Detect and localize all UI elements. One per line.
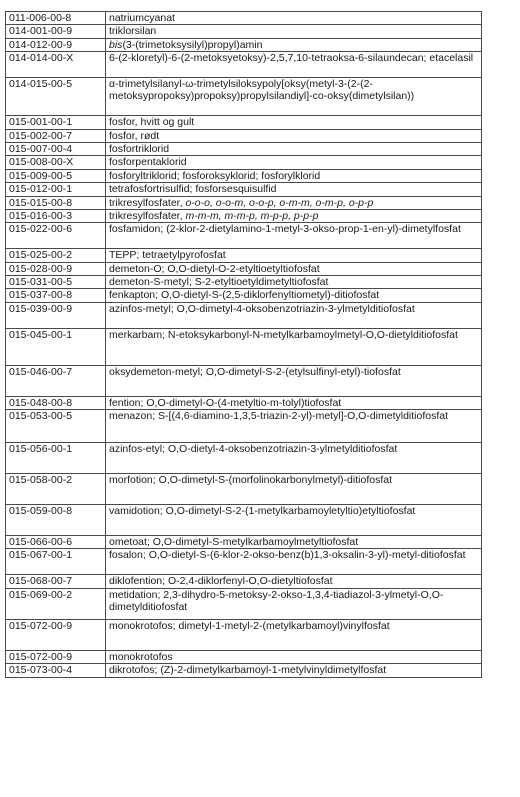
substance-name-rest: (3-(trimetoksysilyl)propyl)amin	[122, 38, 263, 51]
substance-name: TEPP; tetraetylpyrofosfat	[106, 249, 482, 262]
substance-name-plain: trikresylfosfater,	[109, 196, 186, 209]
substance-name: vamidotion; O,O-dimetyl-S-2-(1-metylkarbamoyletyltio)etyltiofosfat	[106, 505, 482, 536]
index-number: 015-045-00-1	[6, 328, 106, 365]
substance-name: metidation; 2,3-dihydro-5-metoksy-2-okso-1,3,4-tiadiazol-3-ylmetyl-O,O-dimetylditiofosfat	[106, 588, 482, 619]
index-number: 015-046-00-7	[6, 365, 106, 396]
index-number: 015-025-00-2	[6, 249, 106, 262]
substance-name	[106, 210, 482, 223]
table-row	[6, 443, 482, 474]
substance-name-italic: bis	[109, 38, 123, 51]
substance-name: tetrafosfortrisulfid; fosforsesquisulfid	[106, 183, 482, 196]
table-row	[6, 276, 482, 289]
index-number: 015-022-00-6	[6, 223, 106, 249]
index-number: 015-073-00-4	[6, 664, 106, 677]
substance-name: demeton-S-metyl; S-2-etyltioetyldimetyltiofosfat	[106, 276, 482, 289]
substance-name: merkarbam; N-etoksykarbonyl-N-metylkarbamoylmetyl-O,O-dietylditiofosfat	[106, 328, 482, 365]
substance-name: ometoat; O,O-dimetyl-S-metylkarbamoylmetyltiofosfat	[106, 536, 482, 549]
index-number: 015-066-00-6	[6, 536, 106, 549]
index-number: 015-048-00-8	[6, 396, 106, 409]
substance-name: fosforpentaklorid	[106, 156, 482, 169]
index-number: 014-014-00-X	[6, 52, 106, 78]
table-row	[6, 78, 482, 116]
table-row	[6, 302, 482, 328]
index-number: 014-001-00-9	[6, 25, 106, 38]
index-number: 015-069-00-2	[6, 588, 106, 619]
table-row	[6, 183, 482, 196]
index-number: 015-072-00-9	[6, 619, 106, 650]
substance-name: fosfor, rødt	[106, 129, 482, 142]
index-number: 015-002-00-7	[6, 129, 106, 142]
index-number: 015-039-00-9	[6, 302, 106, 328]
table-row	[6, 223, 482, 249]
substance-name: natriumcyanat	[106, 12, 482, 25]
substance-name: monokrotofos	[106, 650, 482, 663]
substance-name: azinfos-metyl; O,O-dimetyl-4-oksobenzotriazin-3-ylmetylditiofosfat	[106, 302, 482, 328]
substance-name	[106, 196, 482, 209]
table-row	[6, 38, 482, 51]
table-row	[6, 249, 482, 262]
table-row	[6, 210, 482, 223]
table-row	[6, 474, 482, 505]
table-row	[6, 169, 482, 182]
index-number: 015-001-00-1	[6, 116, 106, 129]
substance-name: fosfor, hvitt og gult	[106, 116, 482, 129]
substance-name	[106, 38, 482, 51]
substance-table-container	[5, 11, 481, 678]
index-number: 015-015-00-8	[6, 196, 106, 209]
index-number: 015-072-00-9	[6, 650, 106, 663]
substance-name: oksydemeton-metyl; O,O-dimetyl-S-2-(etylsulfinyl-etyl)-tiofosfat	[106, 365, 482, 396]
table-row	[6, 396, 482, 409]
substance-name: α-trimetylsilanyl-ω-trimetylsiloksypoly[oksy(metyl-3-(2-(2-metoksypropoksy)propoksy)propylsilandiyl]-co-oksy(dimetylsilan))	[106, 78, 482, 116]
index-number: 015-009-00-5	[6, 169, 106, 182]
substance-name: azinfos-etyl; O,O-dietyl-4-oksobenzotriazin-3-ylmetylditiofosfat	[106, 443, 482, 474]
index-number: 015-007-00-4	[6, 143, 106, 156]
table-row	[6, 289, 482, 302]
index-number: 011-006-00-8	[6, 12, 106, 25]
table-row	[6, 143, 482, 156]
index-number: 015-059-00-8	[6, 505, 106, 536]
substance-name: 6-(2-kloretyl)-6-(2-metoksyetoksy)-2,5,7,10-tetraoksa-6-silaundecan; etacelasil	[106, 52, 482, 78]
table-row	[6, 12, 482, 25]
index-number: 014-015-00-5	[6, 78, 106, 116]
substance-name: demeton-O; O,O-dietyl-O-2-etyltioetyltiofosfat	[106, 262, 482, 275]
table-row	[6, 536, 482, 549]
index-number: 015-016-00-3	[6, 210, 106, 223]
index-number: 015-028-00-9	[6, 262, 106, 275]
substance-name: fosfortriklorid	[106, 143, 482, 156]
table-row	[6, 365, 482, 396]
index-number: 014-012-00-9	[6, 38, 106, 51]
substance-name: diklofention; O-2,4-diklorfenyl-O,O-dietyltiofosfat	[106, 575, 482, 588]
substance-name: fosfamidon; (2-klor-2-dietylamino-1-metyl-3-okso-prop-1-en-yl)-dimetylfosfat	[106, 223, 482, 249]
table-row	[6, 575, 482, 588]
substance-name: triklorsilan	[106, 25, 482, 38]
table-row	[6, 650, 482, 663]
table-row	[6, 549, 482, 575]
index-number: 015-053-00-5	[6, 410, 106, 443]
index-number: 015-012-00-1	[6, 183, 106, 196]
table-row	[6, 196, 482, 209]
index-number: 015-056-00-1	[6, 443, 106, 474]
isomer-list: m-m-m, m-m-p, m-p-p, p-p-p	[185, 210, 319, 223]
substance-name: fosforyltriklorid; fosforoksyklorid; fosforylklorid	[106, 169, 482, 182]
substance-name: fention; O,O-dimetyl-O-(4-metyltio-m-tolyl)tiofosfat	[106, 396, 482, 409]
index-number: 015-068-00-7	[6, 575, 106, 588]
table-row	[6, 129, 482, 142]
index-number: 015-067-00-1	[6, 549, 106, 575]
substance-name: dikrotofos; (Z)-2-dimetylkarbamoyl-1-metylvinyldimetylfosfat	[106, 664, 482, 677]
index-number: 015-058-00-2	[6, 474, 106, 505]
table-row	[6, 505, 482, 536]
index-number: 015-037-00-8	[6, 289, 106, 302]
index-number: 015-008-00-X	[6, 156, 106, 169]
substance-table	[5, 11, 482, 678]
substance-name: fosalon; O,O-dietyl-S-(6-klor-2-okso-benz(b)1,3-oksalin-3-yl)-metyl-ditiofosfat	[106, 549, 482, 575]
isomer-list: o-o-o, o-o-m, o-o-p, o-m-m, o-m-p, o-p-p	[185, 196, 374, 209]
substance-name: monokrotofos; dimetyl-1-metyl-2-(metylkarbamoyl)vinylfosfat	[106, 619, 482, 650]
table-row	[6, 328, 482, 365]
table-row	[6, 262, 482, 275]
table-row	[6, 156, 482, 169]
table-row	[6, 116, 482, 129]
substance-name: fenkapton; O,O-dietyl-S-(2,5-diklorfenyltiometyl)-ditiofosfat	[106, 289, 482, 302]
table-row	[6, 25, 482, 38]
table-row	[6, 664, 482, 677]
index-number: 015-031-00-5	[6, 276, 106, 289]
table-row	[6, 52, 482, 78]
substance-name: menazon; S-[(4,6-diamino-1,3,5-triazin-2-yl)-metyl]-O,O-dimetylditiofosfat	[106, 410, 482, 443]
substance-name: morfotion; O,O-dimetyl-S-(morfolinokarbonylmetyl)-ditiofosfat	[106, 474, 482, 505]
table-row	[6, 588, 482, 619]
table-row	[6, 410, 482, 443]
substance-name-plain: trikresylfosfater,	[109, 210, 186, 223]
table-row	[6, 619, 482, 650]
